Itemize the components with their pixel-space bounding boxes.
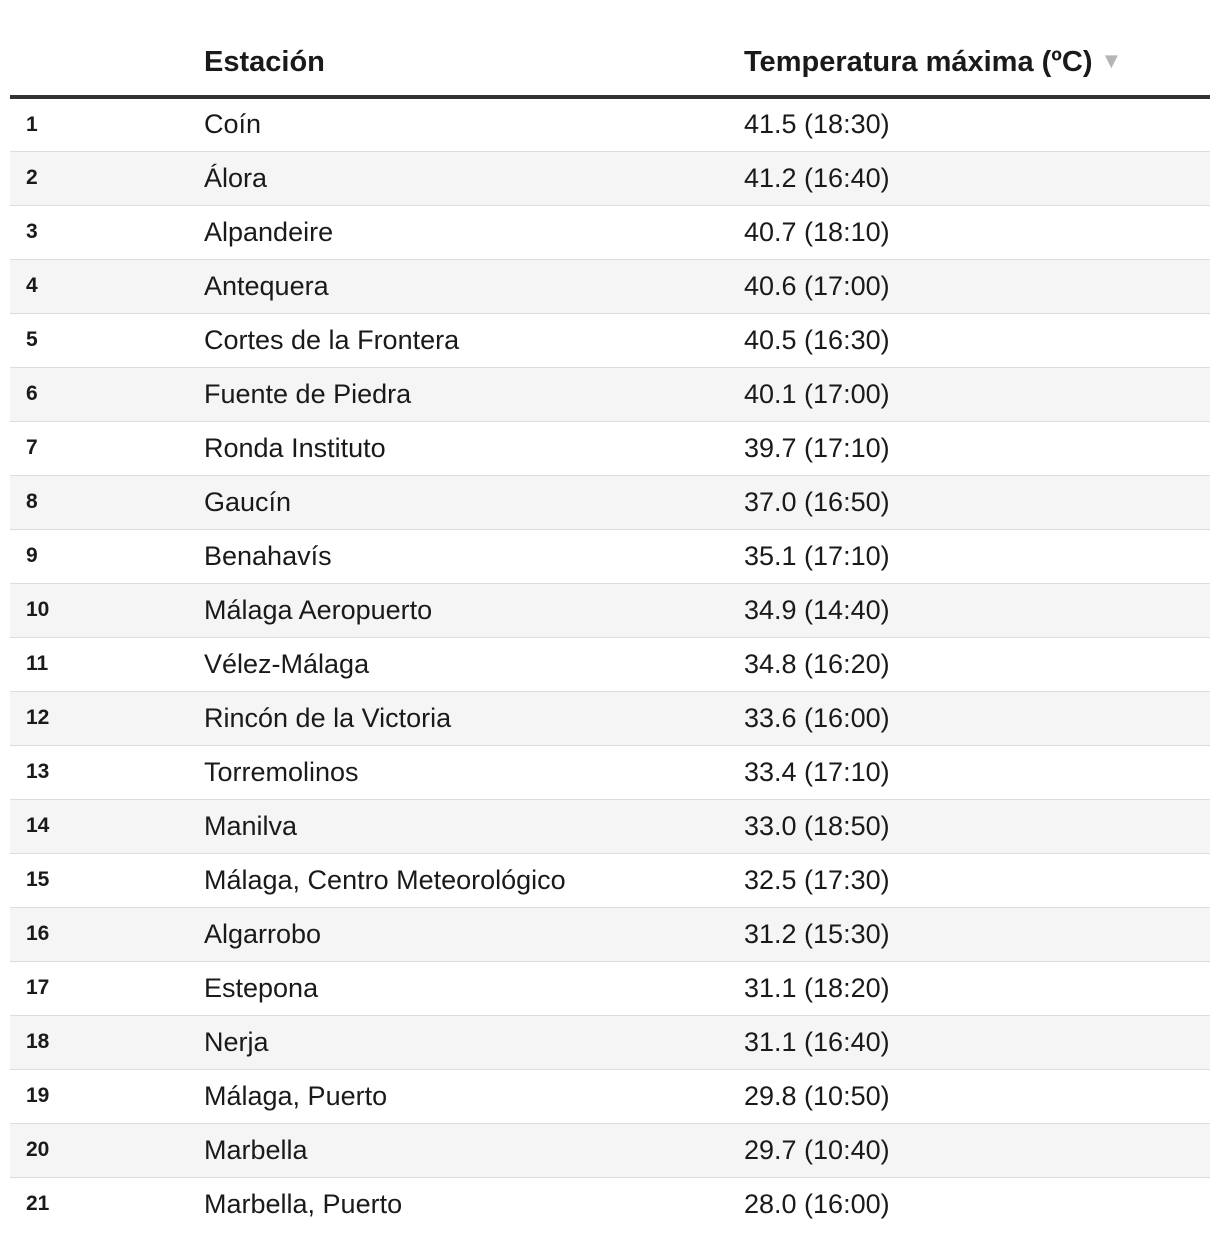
temperature-cell: 41.5 (18:30) [744,97,1210,151]
temperature-cell: 28.0 (16:00) [744,1188,890,1219]
station-cell: Torremolinos [204,745,744,799]
temperature-column-header[interactable] [744,0,1210,97]
table-row [10,475,1210,529]
table-row [10,583,1210,637]
temperature-cell: 34.9 (14:40) [744,583,1210,637]
station-cell: Coín [204,97,744,151]
temperature-cell: 34.8 (16:20) [744,637,1210,691]
table-row [10,691,1210,745]
temperature-column-label: Temperatura máxima (ºC) [744,46,1093,78]
station-cell: Rincón de la Victoria [204,691,744,745]
rank-cell: 14 [10,799,204,853]
station-cell: Benahavís [204,529,744,583]
rank-cell: 13 [10,745,204,799]
temperature-cell: 40.7 (18:10) [744,205,1210,259]
rank-cell: 5 [10,313,204,367]
temperature-cell: 35.1 (17:10) [744,529,1210,583]
station-column-header[interactable] [204,0,744,97]
station-cell: Ronda Instituto [204,421,744,475]
temperature-cell: 29.7 (10:40) [744,1123,1210,1177]
rank-column-header[interactable] [10,0,204,97]
station-cell: Gaucín [204,475,744,529]
rank-cell: 21 [26,1192,50,1216]
table-row [10,97,1210,151]
temperature-table-container [10,0,1210,1231]
table-row [10,961,1210,1015]
table-row [10,853,1210,907]
station-cell: Cortes de la Frontera [204,313,744,367]
temperature-cell: 41.2 (16:40) [744,151,1210,205]
table-row [10,1015,1210,1069]
rank-cell: 9 [10,529,204,583]
station-cell: Málaga, Centro Meteorológico [204,853,744,907]
rank-cell: 4 [10,259,204,313]
temperature-cell: 37.0 (16:50) [744,475,1210,529]
table-row [10,313,1210,367]
rank-cell: 10 [10,583,204,637]
temperature-table [10,0,1210,1231]
rank-cell: 1 [10,97,204,151]
temperature-cell: 40.1 (17:00) [744,367,1210,421]
table-row [10,259,1210,313]
station-cell: Málaga, Puerto [204,1069,744,1123]
temperature-cell: 33.6 (16:00) [744,691,1210,745]
station-column-label: Estación [204,46,325,78]
rank-cell: 12 [10,691,204,745]
table-row [10,907,1210,961]
temperature-cell: 29.8 (10:50) [744,1069,1210,1123]
temperature-cell: 31.1 (16:40) [744,1015,1210,1069]
table-row [10,1069,1210,1123]
table-row [10,529,1210,583]
table-header [10,0,1210,97]
station-cell: Antequera [204,259,744,313]
rank-cell: 7 [10,421,204,475]
temperature-cell: 32.5 (17:30) [744,853,1210,907]
station-cell: Alpandeire [204,205,744,259]
rank-cell: 2 [10,151,204,205]
table-row [10,421,1210,475]
station-cell: Manilva [204,799,744,853]
header-row [10,0,1210,97]
rank-cell: 19 [10,1069,204,1123]
station-cell: Fuente de Piedra [204,367,744,421]
table-row [10,1177,1210,1231]
rank-cell: 6 [10,367,204,421]
temperature-cell: 33.4 (17:10) [744,745,1210,799]
station-cell: Málaga Aeropuerto [204,583,744,637]
table-row [10,367,1210,421]
sort-descending-icon[interactable]: ▼ [1100,48,1123,73]
temperature-cell: 39.7 (17:10) [744,421,1210,475]
table-row [10,151,1210,205]
rank-cell: 15 [10,853,204,907]
rank-cell: 3 [10,205,204,259]
station-cell: Vélez-Málaga [204,637,744,691]
station-cell: Marbella [204,1123,744,1177]
station-cell: Estepona [204,961,744,1015]
temperature-cell: 31.2 (15:30) [744,907,1210,961]
table-row [10,205,1210,259]
rank-cell: 18 [10,1015,204,1069]
temperature-cell: 40.5 (16:30) [744,313,1210,367]
table-body [10,97,1210,1231]
rank-cell: 20 [10,1123,204,1177]
temperature-cell: 31.1 (18:20) [744,961,1210,1015]
rank-cell: 16 [10,907,204,961]
station-cell: Marbella, Puerto [204,1188,403,1219]
table-row [10,1123,1210,1177]
temperature-cell: 40.6 (17:00) [744,259,1210,313]
rank-cell: 11 [10,637,204,691]
station-cell: Álora [204,151,744,205]
table-row [10,799,1210,853]
temperature-cell: 33.0 (18:50) [744,799,1210,853]
station-cell: Algarrobo [204,907,744,961]
table-row [10,637,1210,691]
table-row [10,745,1210,799]
station-cell: Nerja [204,1015,744,1069]
rank-cell: 17 [10,961,204,1015]
rank-cell: 8 [10,475,204,529]
